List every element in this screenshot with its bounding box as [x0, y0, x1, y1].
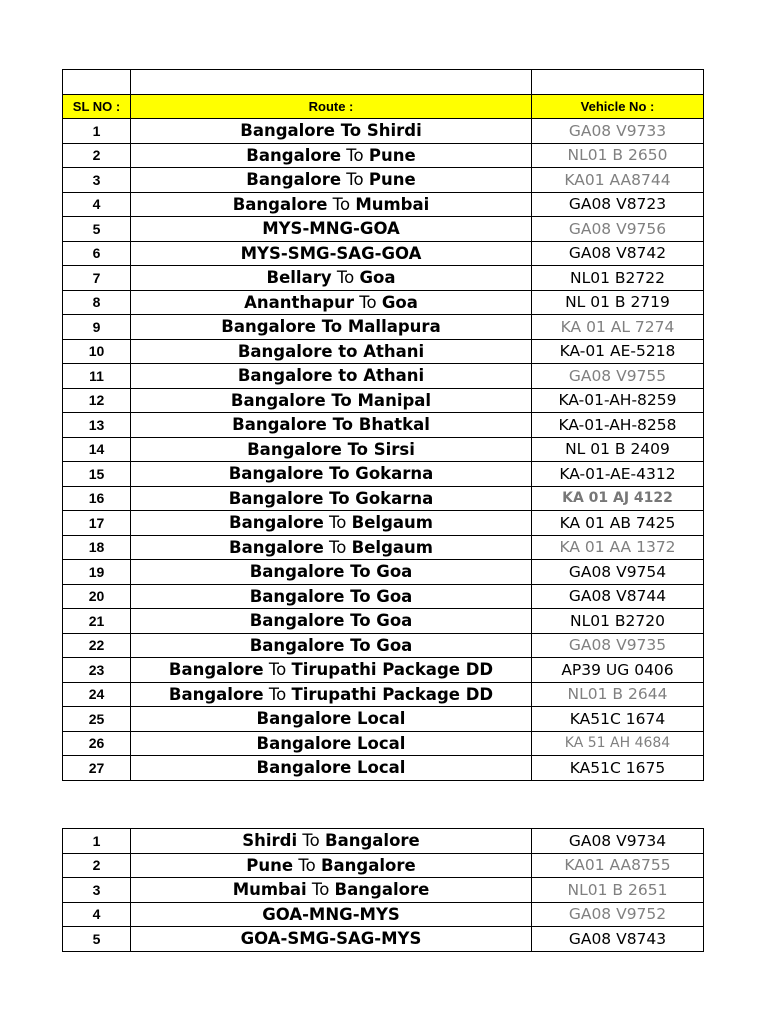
table-row	[63, 853, 704, 878]
route-text: Belgaum	[351, 513, 433, 533]
route-text: To	[297, 831, 326, 851]
sl-no-cell: 4	[63, 192, 131, 217]
vehicle-no-cell: KA51C 1674	[532, 707, 704, 732]
sl-no-cell: 7	[63, 266, 131, 291]
vehicle-no-cell: NL01 B2720	[532, 609, 704, 634]
table-row	[63, 633, 704, 658]
sl-no-cell: 10	[63, 339, 131, 364]
route-text: To	[353, 292, 382, 312]
vehicle-no-cell: KA 01 AJ 4122	[532, 486, 704, 511]
route-text: Pune	[368, 170, 416, 190]
route-text: To	[306, 880, 335, 900]
route-text: To	[331, 268, 360, 288]
outbound-routes-body	[63, 70, 704, 781]
table-row	[63, 388, 704, 413]
route-cell	[131, 339, 532, 364]
table-row	[63, 878, 704, 903]
vehicle-no-cell: NL01 B2722	[532, 266, 704, 291]
route-text: To	[341, 145, 369, 165]
sl-no-cell: 2	[63, 853, 131, 878]
sl-no-cell: 20	[63, 584, 131, 609]
vehicle-no-cell: KA-01-AH-8259	[532, 388, 704, 413]
route-cell	[131, 560, 532, 585]
vehicle-no-cell: GA08 V9755	[532, 364, 704, 389]
sl-no-cell: 21	[63, 609, 131, 634]
vehicle-no-cell: NL01 B 2651	[532, 878, 704, 903]
route-cell	[131, 413, 532, 438]
route-text: Bangalore	[325, 831, 420, 851]
route-text: Goa	[359, 268, 396, 288]
route-cell	[131, 364, 532, 389]
route-text: Bangalore	[229, 513, 324, 533]
table-row	[63, 535, 704, 560]
header-row	[63, 95, 704, 119]
table-row	[63, 339, 704, 364]
table-row	[63, 462, 704, 487]
sl-no-cell: 22	[63, 633, 131, 658]
sl-no-cell: 18	[63, 535, 131, 560]
sl-no-cell: 9	[63, 315, 131, 340]
route-text: Bangalore To Goa	[249, 586, 413, 606]
sl-no-cell: 27	[63, 756, 131, 781]
route-cell	[131, 192, 532, 217]
sl-no-cell: 14	[63, 437, 131, 462]
vehicle-no-cell: KA01 AA8744	[532, 168, 704, 193]
route-text: Bangalore Local	[256, 758, 406, 778]
vehicle-no-cell: GA08 V9754	[532, 560, 704, 585]
route-cell	[131, 756, 532, 781]
route-cell	[131, 633, 532, 658]
route-text: Bangalore To Gokarna	[228, 464, 434, 484]
route-text: Tirupathi Package DD	[291, 660, 494, 680]
vehicle-no-cell: KA51C 1675	[532, 756, 704, 781]
route-cell	[131, 217, 532, 242]
vehicle-no-cell: GA08 V8723	[532, 192, 704, 217]
vehicle-no-cell: NL 01 B 2719	[532, 290, 704, 315]
sl-no-cell: 1	[63, 119, 131, 144]
route-cell	[131, 486, 532, 511]
route-text: Bangalore To Mallapura	[221, 317, 441, 337]
vehicle-no-cell: KA01 AA8755	[532, 853, 704, 878]
route-cell	[131, 584, 532, 609]
table-row	[63, 413, 704, 438]
route-text: Mumbai	[355, 194, 430, 214]
route-text: Bangalore Local	[256, 709, 406, 729]
table-row	[63, 241, 704, 266]
sl-no-cell: 19	[63, 560, 131, 585]
vehicle-no-cell: KA-01 AE-5218	[532, 339, 704, 364]
route-cell	[131, 878, 532, 903]
route-text: Ananthapur	[244, 292, 354, 312]
sl-no-cell: 15	[63, 462, 131, 487]
table-row	[63, 217, 704, 242]
sl-no-cell: 11	[63, 364, 131, 389]
route-text: To	[263, 684, 292, 704]
vehicle-no-cell: KA 01 AL 7274	[532, 315, 704, 340]
route-cell	[131, 462, 532, 487]
vehicle-no-cell: GA08 V9735	[532, 633, 704, 658]
sl-no-cell: 25	[63, 707, 131, 732]
vehicle-no-cell: GA08 V9756	[532, 217, 704, 242]
route-text: Pune	[246, 855, 294, 875]
vehicle-no-cell: NL01 B 2650	[532, 143, 704, 168]
route-text: To	[263, 660, 292, 680]
sl-no-cell: 16	[63, 486, 131, 511]
sl-no-cell: 24	[63, 682, 131, 707]
vehicle-no-cell: GA08 V9734	[532, 829, 704, 854]
route-text: Belgaum	[351, 537, 433, 557]
route-text: Tirupathi Package DD	[291, 684, 494, 704]
table-row	[63, 829, 704, 854]
table-row	[63, 364, 704, 389]
table-row	[63, 266, 704, 291]
vehicle-no-cell: KA 01 AB 7425	[532, 511, 704, 536]
table-row	[63, 902, 704, 927]
route-text: Bellary	[266, 268, 332, 288]
return-routes-body	[63, 829, 704, 952]
vehicle-no-cell: NL 01 B 2409	[532, 437, 704, 462]
sl-no-cell: 23	[63, 658, 131, 683]
route-text: Bangalore	[168, 660, 264, 680]
route-text: Goa	[381, 292, 418, 312]
sl-no-cell: 3	[63, 168, 131, 193]
route-text: Bangalore To Shirdi	[240, 121, 422, 141]
route-text: To	[293, 855, 321, 875]
sl-no-cell: 17	[63, 511, 131, 536]
table-row	[63, 707, 704, 732]
route-text: Pune	[368, 145, 416, 165]
route-cell	[131, 707, 532, 732]
route-text: Bangalore to Athani	[237, 341, 425, 361]
vehicle-no-cell: NL01 B 2644	[532, 682, 704, 707]
route-text: MYS-SMG-SAG-GOA	[240, 243, 422, 263]
route-cell	[131, 902, 532, 927]
route-text: Bangalore To Sirsi	[247, 439, 415, 459]
route-cell	[131, 143, 532, 168]
table-row	[63, 584, 704, 609]
route-cell	[131, 290, 532, 315]
vehicle-no-cell: GA08 V8742	[532, 241, 704, 266]
route-text: Bangalore To Goa	[249, 635, 413, 655]
route-cell	[131, 853, 532, 878]
route-text: Bangalore To Gokarna	[228, 488, 434, 508]
route-text: Bangalore To Manipal	[230, 390, 432, 410]
route-cell	[131, 119, 532, 144]
table-row	[63, 731, 704, 756]
route-text: Bangalore to Athani	[237, 366, 425, 386]
route-text: To	[323, 537, 352, 557]
route-text: Bangalore	[320, 855, 416, 875]
sl-no-cell: 13	[63, 413, 131, 438]
route-cell	[131, 511, 532, 536]
sl-no-cell: 5	[63, 217, 131, 242]
table-row	[63, 682, 704, 707]
sl-no-cell: 26	[63, 731, 131, 756]
vehicle-no-cell: KA 51 AH 4684	[532, 731, 704, 756]
sl-no-cell: 6	[63, 241, 131, 266]
route-header: Route :	[131, 95, 532, 119]
route-text: MYS-MNG-GOA	[262, 219, 400, 239]
route-cell	[131, 535, 532, 560]
sl-no-cell: 8	[63, 290, 131, 315]
route-text: To	[341, 170, 369, 190]
route-text: Bangalore To Goa	[249, 611, 413, 631]
route-cell	[131, 927, 532, 952]
blank-cell	[532, 70, 704, 95]
table-row	[63, 437, 704, 462]
route-text: Bangalore	[334, 880, 430, 900]
vehicle-no-cell: KA-01-AH-8258	[532, 413, 704, 438]
table-row	[63, 486, 704, 511]
route-text: Bangalore	[232, 194, 328, 214]
route-text: To	[323, 513, 352, 533]
sl-no-cell: 4	[63, 902, 131, 927]
route-text: Bangalore To Bhatkal	[232, 415, 430, 435]
table-row	[63, 927, 704, 952]
table-row	[63, 315, 704, 340]
vehicle-no-cell: GA08 V8743	[532, 927, 704, 952]
route-cell	[131, 315, 532, 340]
route-text: GOA-SMG-SAG-MYS	[240, 929, 422, 949]
vehicle-no-cell: GA08 V9752	[532, 902, 704, 927]
route-cell	[131, 682, 532, 707]
route-cell	[131, 241, 532, 266]
route-text: Shirdi	[242, 831, 298, 851]
return-routes-table	[62, 828, 704, 952]
table-row	[63, 192, 704, 217]
blank-cell	[63, 70, 131, 95]
outbound-routes-table	[62, 69, 704, 781]
blank-row	[63, 70, 704, 95]
blank-cell	[131, 70, 532, 95]
table-row	[63, 609, 704, 634]
sl-no-cell: 5	[63, 927, 131, 952]
route-text: Bangalore To Goa	[249, 562, 413, 582]
table-row	[63, 119, 704, 144]
table-row	[63, 143, 704, 168]
table-row	[63, 290, 704, 315]
route-cell	[131, 731, 532, 756]
vehicle-no-cell: AP39 UG 0406	[532, 658, 704, 683]
sl-no-cell: 2	[63, 143, 131, 168]
table-row	[63, 756, 704, 781]
sl-no-cell: 3	[63, 878, 131, 903]
route-text: To	[327, 194, 356, 214]
table-row	[63, 511, 704, 536]
route-text: Bangalore	[229, 537, 324, 557]
vehicle-no-cell: GA08 V9733	[532, 119, 704, 144]
table-row	[63, 168, 704, 193]
route-cell	[131, 609, 532, 634]
route-text: Bangalore	[246, 170, 342, 190]
route-cell	[131, 829, 532, 854]
sl-no-cell: 12	[63, 388, 131, 413]
vehicle-no-cell: KA 01 AA 1372	[532, 535, 704, 560]
sl-no-cell: 1	[63, 829, 131, 854]
vehicle-no-header: Vehicle No :	[532, 95, 704, 119]
vehicle-no-cell: GA08 V8744	[532, 584, 704, 609]
route-cell	[131, 658, 532, 683]
table-row	[63, 560, 704, 585]
route-text: Bangalore	[246, 145, 342, 165]
route-text: Bangalore	[168, 684, 264, 704]
route-cell	[131, 168, 532, 193]
table-row	[63, 658, 704, 683]
route-cell	[131, 266, 532, 291]
vehicle-no-cell: KA-01-AE-4312	[532, 462, 704, 487]
route-text: Mumbai	[232, 880, 307, 900]
route-cell	[131, 388, 532, 413]
route-text: GOA-MNG-MYS	[262, 904, 400, 924]
route-text: Bangalore Local	[256, 733, 406, 753]
route-cell	[131, 437, 532, 462]
sl-no-header: SL NO :	[63, 95, 131, 119]
